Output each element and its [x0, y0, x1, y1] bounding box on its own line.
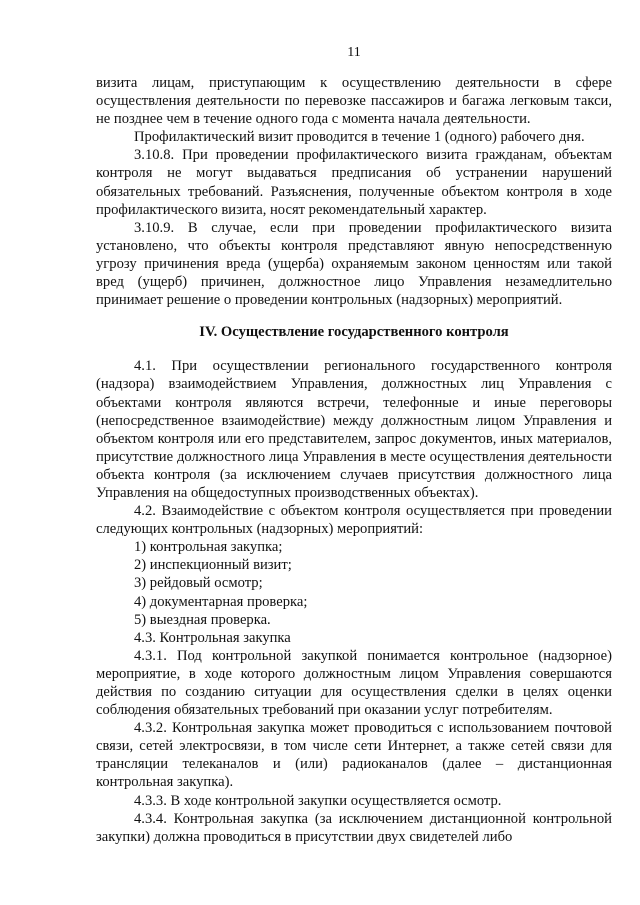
paragraph-continuation: визита лицам, приступающим к осуществлению деятельности в сфере осуществления деятельности по перевозке пассажиров и багажа легковым такси, не позднее чем в течение одного года с момента начала деятельности.	[96, 75, 612, 128]
paragraph-3-10-9: 3.10.9. В случае, если при проведении профилактического визита установлено, что объекты контроля представляют явную непосредственную угрозу причинения вреда (ущерба) охраняемым законом ценностям или такой вред (ущерб) причинен, должностное лицо Управления незамедлительно принимает решение о проведении контрольных (надзорных) мероприятий.	[96, 219, 612, 309]
list-item: 4) документарная проверка;	[134, 593, 308, 610]
paragraph-4-2: 4.2. Взаимодействие с объектом контроля осуществляется при проведении следующих контрольных (надзорных) мероприятий:	[96, 503, 612, 538]
list-item: 1) контрольная закупка;	[134, 539, 283, 556]
list-item: 2) инспекционный визит;	[134, 557, 292, 574]
list-item: 3) рейдовый осмотр;	[134, 575, 263, 592]
paragraph-4-3-3: 4.3.3. В ходе контрольной закупки осуществляется осмотр.	[134, 792, 502, 809]
paragraph-4-3-2: 4.3.2. Контрольная закупка может проводиться с использованием почтовой связи, сетей электросвязи, в том числе сети Интернет, а также сетей связи для трансляции телеканалов и (или) радиоканалов (далее – дистанционная контрольная закупка).	[96, 720, 612, 791]
section-heading: IV. Осуществление государственного контроля	[199, 324, 509, 341]
paragraph-4-3: 4.3. Контрольная закупка	[134, 629, 291, 646]
paragraph-4-1: 4.1. При осуществлении регионального государственного контроля (надзора) взаимодействием Управления, должностных лиц Управления с объектами контроля являются встречи, телефонные и иные переговоры (непосредственное взаимодействие) между должностным лицом Управления и объектом контроля или его представителем, запрос документов, иных материалов, присутствие должностного лица Управления в месте осуществления деятельности объекта контроля (за исключением случаев присутствия должностного лица Управления на общедоступных производственных объектах).	[96, 358, 612, 501]
paragraph-4-3-4: 4.3.4. Контрольная закупка (за исключением дистанционной контрольной закупки) должна проводиться в присутствии двух свидетелей либо	[96, 810, 612, 845]
page-number: 11	[347, 45, 361, 60]
list-item: 5) выездная проверка.	[134, 611, 271, 628]
paragraph-visit-duration: Профилактический визит проводится в течение 1 (одного) рабочего дня.	[134, 129, 585, 146]
paragraph-4-3-1: 4.3.1. Под контрольной закупкой понимается контрольное (надзорное) мероприятие, в ходе которого должностным лицом Управления совершаются действия по созданию ситуации для осуществления сделки в целях оценки соблюдения обязательных требований при оказании услуг потребителям.	[96, 647, 612, 719]
paragraph-3-10-8: 3.10.8. При проведении профилактического визита гражданам, объектам контроля не могут выдаваться предписания об устранении нарушений обязательных требований. Разъяснения, полученные объектом контроля в ходе профилактического визита, носят рекомендательный характер.	[96, 147, 612, 218]
measures-list	[96, 538, 612, 628]
